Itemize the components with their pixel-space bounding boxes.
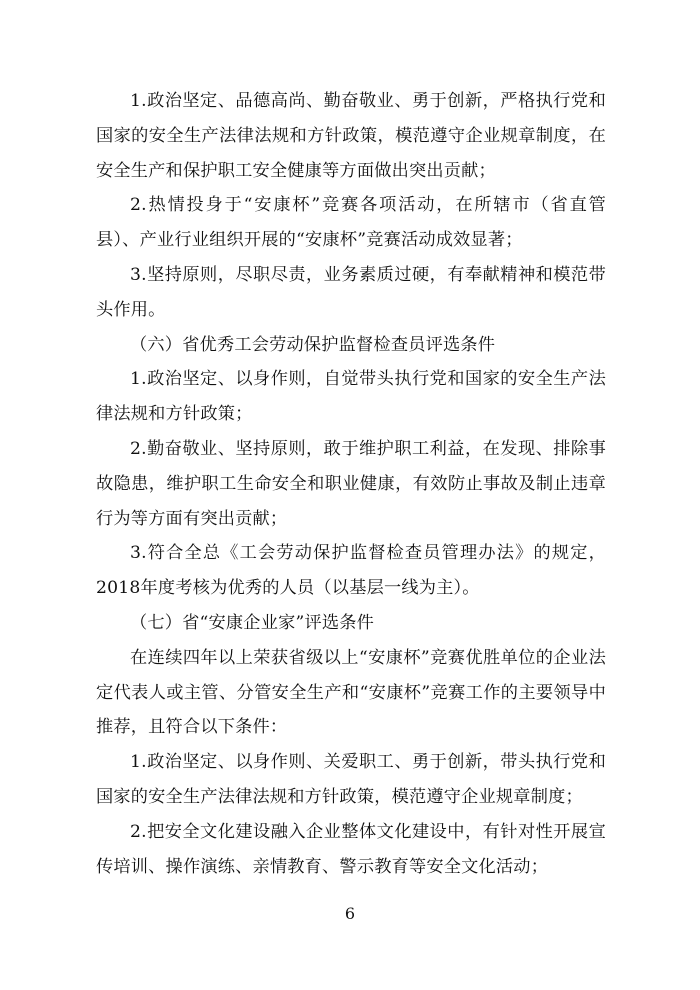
- section6-item-2: 2.勤奋敬业、坚持原则，敢于维护职工利益，在发现、排除事故隐患，维护职工生命安全和职业健康，有效防止事故及制止违章行为等方面有突出贡献；: [96, 438, 606, 529]
- section6-heading: （六）省优秀工会劳动保护监督检查员评选条件: [130, 334, 496, 355]
- section7-intro: 在连续四年以上荣获省级以上“安康杯”竞赛优胜单位的企业法定代表人或主管、分管安全生产和“安康杯”竞赛工作的主要领导中推荐，且符合以下条件：: [96, 647, 606, 738]
- section5-item-2: 2.热情投身于“安康杯”竞赛各项活动，在所辖市（省直管县）、产业行业组织开展的“安康杯”竞赛活动成效显著；: [96, 195, 606, 251]
- section5-item-1: 1.政治坚定、品德高尚、勤奋敬业、勇于创新，严格执行党和国家的安全生产法律法规和方针政策，模范遵守企业规章制度，在安全生产和保护职工安全健康等方面做出突出贡献；: [96, 91, 606, 181]
- page-number: 6: [344, 904, 356, 923]
- section6-item-3: 3.符合全总《工会劳动保护监督检查员管理办法》的规定，2018年度考核为优秀的人员（以基层一线为主）。: [96, 543, 606, 599]
- section5-item-3: 3.坚持原则，尽职尽责，业务素质过硬，有奉献精神和模范带头作用。: [96, 264, 606, 320]
- section7-heading: （七）省“安康企业家”评选条件: [130, 612, 375, 633]
- document-body: [96, 84, 606, 884]
- section7-item-2: 2.把安全文化建设融入企业整体文化建设中，有针对性开展宣传培训、操作演练、亲情教育、警示教育等安全文化活动；: [96, 821, 606, 877]
- section7-item-1: 1.政治坚定、以身作则、关爱职工、勇于创新，带头执行党和国家的安全生产法律法规和方针政策，模范遵守企业规章制度；: [96, 752, 606, 807]
- section6-item-1: 1.政治坚定、以身作则，自觉带头执行党和国家的安全生产法律法规和方针政策；: [96, 369, 606, 425]
